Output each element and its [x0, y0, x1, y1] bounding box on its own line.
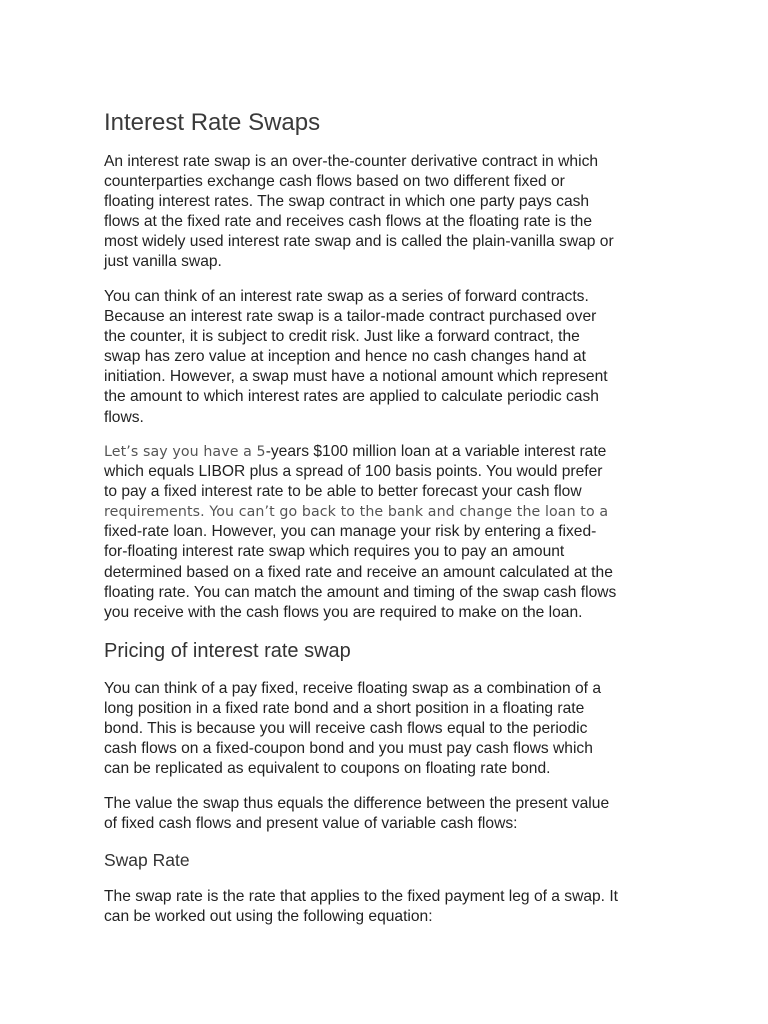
text-line: cash flows on a fixed-coupon bond and you must pay cash flows which	[104, 740, 593, 758]
text-line: Because an interest rate swap is a tailor-made contract purchased over	[104, 308, 597, 326]
page-title: Interest Rate Swaps	[104, 109, 321, 136]
pricing-heading: Pricing of interest rate swap	[104, 640, 351, 662]
forward-contracts-paragraph	[104, 287, 664, 428]
text-line: You can think of an interest rate swap as a series of forward contracts.	[104, 288, 589, 305]
text-line: you receive with the cash flows you are required to make on the loan.	[104, 603, 583, 621]
text-line: counterparties exchange cash flows based on two different fixed or	[104, 173, 565, 191]
text-line: You can think of a pay fixed, receive floating swap as a combination of a	[104, 680, 601, 697]
light-text-segment: Let’s say you have a 5	[104, 444, 266, 460]
text-line: the amount to which interest rates are applied to calculate periodic cash	[104, 388, 599, 406]
light-text-line: requirements. You can’t go back to the bank and change the loan to a	[104, 504, 609, 521]
text-line: initiation. However, a swap must have a notional amount which represent	[104, 368, 608, 386]
text-line: can be replicated as equivalent to coupons on floating rate bond.	[104, 760, 551, 778]
text-line: fixed-rate loan. However, you can manage your risk by entering a fixed-	[104, 523, 597, 541]
swap-rate-heading: Swap Rate	[104, 850, 190, 870]
text-line: the counter, it is subject to credit risk. Just like a forward contract, the	[104, 328, 580, 346]
text-line: can be worked out using the following equation:	[104, 908, 433, 926]
swap-value-paragraph	[104, 794, 664, 834]
text-line: The value the swap thus equals the difference between the present value	[104, 795, 610, 812]
text-line: which equals LIBOR plus a spread of 100 basis points. You would prefer	[104, 463, 603, 481]
pricing-paragraph	[104, 679, 664, 779]
text-line	[104, 442, 664, 462]
text-line: The swap rate is the rate that applies to the fixed payment leg of a swap. It	[104, 888, 619, 905]
text-line: just vanilla swap.	[104, 253, 222, 271]
text-line: long position in a fixed rate bond and a short position in a floating rate	[104, 700, 585, 718]
text-line: floating rate. You can match the amount and timing of the swap cash flows	[104, 583, 617, 601]
intro-paragraph	[104, 152, 664, 273]
text-line: An interest rate swap is an over-the-counter derivative contract in which	[104, 153, 599, 170]
text-line: bond. This is because you will receive cash flows equal to the periodic	[104, 720, 588, 738]
loan-example-paragraph	[104, 442, 664, 623]
swap-rate-paragraph	[104, 887, 664, 927]
text-line: most widely used interest rate swap and is called the plain-vanilla swap or	[104, 233, 614, 251]
text-line: flows at the fixed rate and receives cash flows at the floating rate is the	[104, 213, 592, 231]
text-line: swap has zero value at inception and hence no cash changes hand at	[104, 348, 587, 366]
text-line: floating interest rates. The swap contract in which one party pays cash	[104, 193, 590, 211]
text-segment: -years $100 million loan at a variable interest rate	[265, 443, 607, 460]
text-line: for-floating interest rate swap which requires you to pay an amount	[104, 543, 565, 561]
text-line: determined based on a fixed rate and receive an amount calculated at the	[104, 563, 613, 581]
text-line: of fixed cash flows and present value of variable cash flows:	[104, 815, 518, 833]
text-line: flows.	[104, 408, 144, 426]
text-line: to pay a fixed interest rate to be able to better forecast your cash flow	[104, 483, 582, 501]
